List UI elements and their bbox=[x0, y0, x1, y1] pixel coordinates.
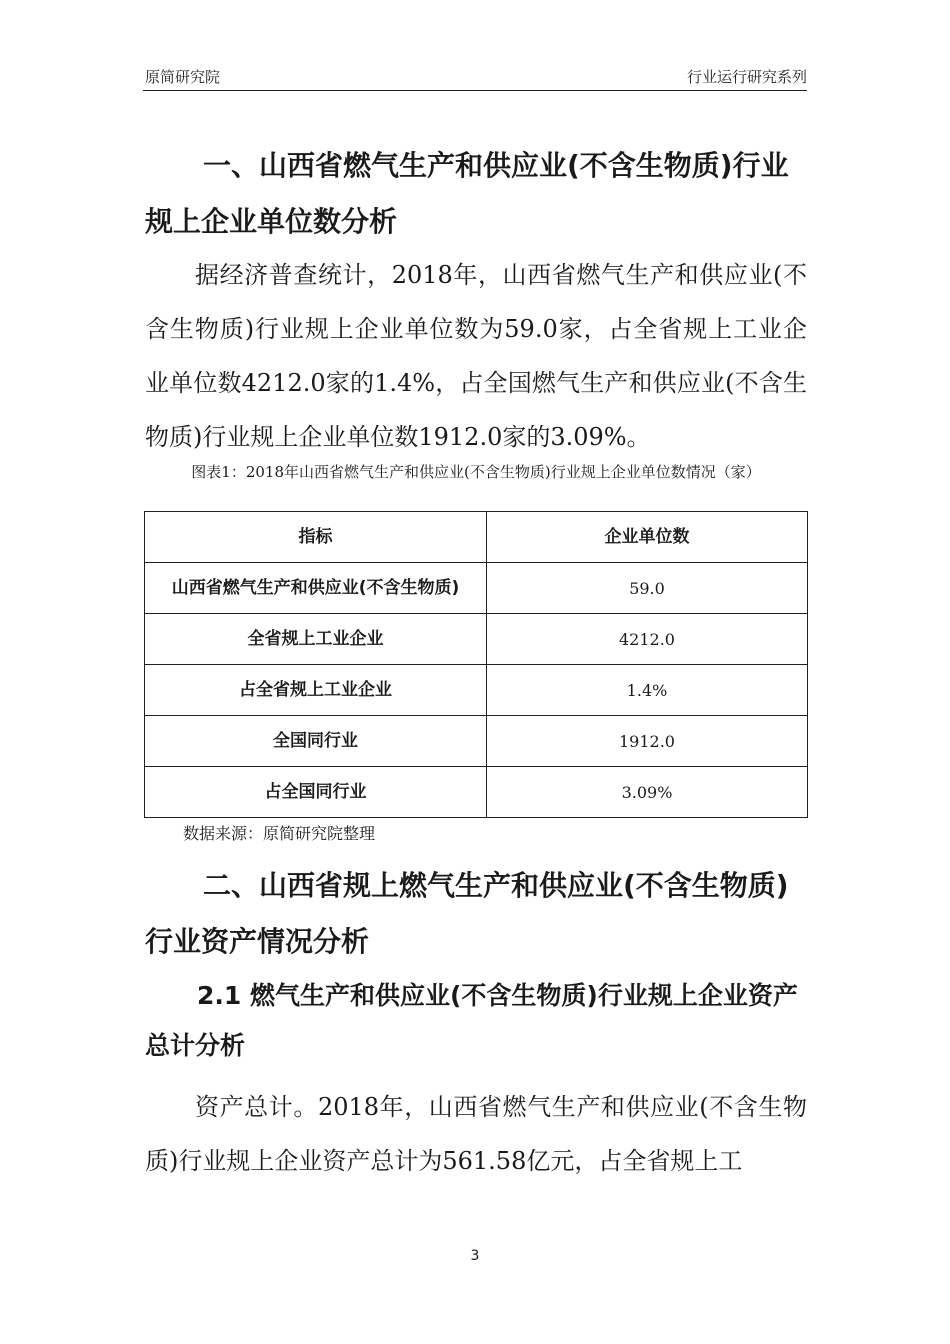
section2-paragraph: 资产总计。2018年，山西省燃气生产和供应业(不含生物质)行业规上企业资产总计为561.58亿元，占全省规上工 bbox=[145, 1093, 807, 1175]
row-label: 占全国同行业 bbox=[145, 767, 487, 818]
section1-paragraph: 据经济普查统计，2018年，山西省燃气生产和供应业(不含生物质)行业规上企业单位数为59.0家，占全省规上工业企业单位数4212.0家的1.4%，占全国燃气生产和供应业(不含生物质)行业规上企业单位数1912.0家的3.09%。 bbox=[145, 261, 807, 451]
table-row bbox=[145, 767, 808, 818]
table-row bbox=[145, 716, 808, 767]
section2-1-subheading: 2.1 燃气生产和供应业(不含生物质)行业规上企业资产总计分析 bbox=[145, 981, 798, 1060]
table-row bbox=[145, 614, 808, 665]
row-label: 山西省燃气生产和供应业(不含生物质) bbox=[145, 563, 487, 614]
row-value: 59.0 bbox=[487, 563, 808, 614]
row-value: 1912.0 bbox=[487, 716, 808, 767]
header-divider bbox=[143, 90, 807, 91]
header-org-name: 原简研究院 bbox=[145, 68, 221, 86]
table1-caption: 图表1：2018年山西省燃气生产和供应业(不含生物质)行业规上企业单位数情况（家） bbox=[191, 463, 761, 481]
table1-source-note: 数据来源：原简研究院整理 bbox=[183, 824, 376, 843]
page-number: 3 bbox=[470, 1248, 480, 1264]
section1-heading: 一、山西省燃气生产和供应业(不含生物质)行业规上企业单位数分析 bbox=[145, 149, 789, 238]
header-series-name: 行业运行研究系列 bbox=[686, 68, 807, 86]
column-header-indicator: 指标 bbox=[145, 512, 487, 563]
table-header-row bbox=[145, 512, 808, 563]
table-row bbox=[145, 665, 808, 716]
enterprise-count-table bbox=[144, 511, 808, 818]
row-value: 3.09% bbox=[487, 767, 808, 818]
row-label: 全国同行业 bbox=[145, 716, 487, 767]
section2-heading: 二、山西省规上燃气生产和供应业(不含生物质)行业资产情况分析 bbox=[145, 869, 789, 958]
row-value: 4212.0 bbox=[487, 614, 808, 665]
table-row bbox=[145, 563, 808, 614]
row-label: 全省规上工业企业 bbox=[145, 614, 487, 665]
row-value: 1.4% bbox=[487, 665, 808, 716]
column-header-count: 企业单位数 bbox=[487, 512, 808, 563]
row-label: 占全省规上工业企业 bbox=[145, 665, 487, 716]
